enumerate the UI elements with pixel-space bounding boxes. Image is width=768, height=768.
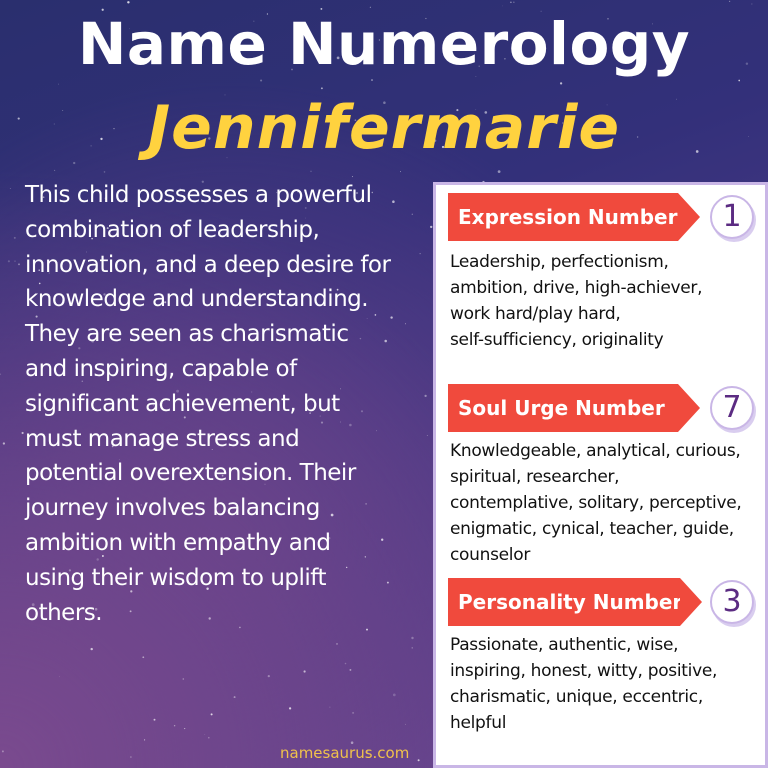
trait-line: enigmatic, cynical, teacher, guide, [450,519,734,539]
description-line: knowledge and understanding. [25,286,369,313]
trait-line: Knowledgeable, analytical, curious, [450,441,741,461]
description-line: using their wisdom to uplift [25,564,326,591]
star [144,739,145,740]
personality-number-badge: 3 [710,580,754,624]
star [268,675,270,677]
soul-urge-number-badge: 7 [710,386,754,430]
star [393,694,396,697]
star [14,237,16,239]
trait-line: charismatic, unique, eccentric, [450,687,703,707]
name-heading: Jennifermarie [147,93,621,163]
description-line: journey involves balancing [25,495,320,522]
star [0,373,1,375]
star [184,728,185,729]
star [352,712,354,714]
description-line: potential overextension. Their [25,460,356,487]
star [3,442,5,444]
star [234,696,236,698]
star [104,171,106,173]
star [400,171,401,172]
star [349,669,351,671]
star [2,750,4,752]
trait-line: Leadership, perfectionism, [450,252,669,272]
star [54,170,55,171]
star [127,1,129,3]
trait-line: work hard/play hard, [450,304,621,324]
name-description [25,178,425,630]
numbers-panel [433,182,768,768]
trait-line: contemplative, solitary, perceptive, [450,493,742,513]
star [59,676,60,677]
description-line: others. [25,599,103,626]
trait-line: inspiring, honest, witty, positive, [450,661,718,681]
expression-number-badge: 1 [710,195,754,239]
star [18,263,20,265]
star [405,724,406,725]
star [336,643,338,645]
star [22,432,24,434]
soul-urge-number-banner: Soul Urge Number [448,384,678,432]
star [182,678,184,680]
star [204,734,205,735]
description-line: combination of leadership, [25,216,320,243]
page-title: Name Numerology [77,10,691,78]
star [10,188,11,189]
trait-line: spiritual, researcher, [450,467,620,487]
star [130,756,132,758]
star [729,1,730,2]
description-line: ambition with empathy and [25,529,331,556]
trait-line: helpful [450,713,507,733]
personality-number-traits [450,632,765,736]
trait-line: counselor [450,545,531,565]
star [8,260,10,262]
star [91,648,93,650]
soul-urge-number-traits [450,438,765,568]
site-credit: namesaurus.com [280,744,410,762]
star [310,171,311,172]
trait-line: Passionate, authentic, wise, [450,635,679,655]
star [560,82,562,84]
star [498,170,501,173]
description-line: significant achievement, but [25,390,340,417]
expression-number-traits [450,249,765,353]
star [174,725,175,726]
description-line: innovation, and a deep desire for [25,251,391,278]
trait-line: self-sufficiency, originality [450,330,664,350]
description-line: and inspiring, capable of [25,355,297,382]
star [15,261,16,262]
star [142,656,144,658]
star [411,637,413,639]
star [751,4,752,5]
description-line: must manage stress and [25,425,300,452]
star [513,2,514,3]
star [352,176,353,177]
star [304,670,306,672]
star [345,663,347,665]
star [289,707,291,709]
star [329,707,330,708]
star [412,647,413,648]
description-line: They are seen as charismatic [25,321,349,348]
star [211,713,213,715]
star [226,767,227,768]
expression-number-banner: Expression Number [448,193,678,241]
star [154,719,156,721]
star [208,737,210,739]
star [427,435,428,436]
personality-number-banner: Personality Number [448,578,680,626]
trait-line: ambition, drive, high-achiever, [450,278,703,298]
description-line: This child possesses a powerful [25,182,372,208]
star [58,84,59,85]
star [510,1,512,3]
